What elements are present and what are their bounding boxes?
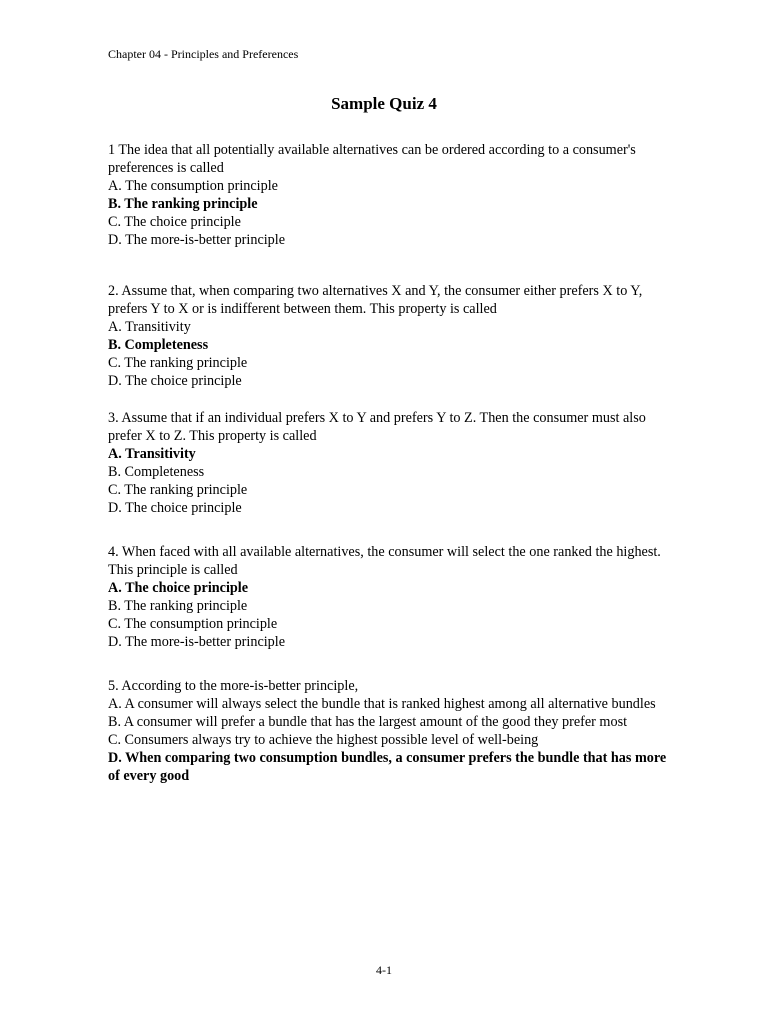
question-5 — [108, 677, 678, 785]
question-1-option-c: C. The choice principle — [108, 214, 241, 230]
question-5-option-b: B. A consumer will prefer a bundle that has the largest amount of the good they prefer most — [108, 714, 628, 730]
question-5-option-a: A. A consumer will always select the bundle that is ranked highest among all alternative bundles — [108, 696, 656, 712]
page-number: 4-1 — [376, 963, 392, 977]
page-title: Sample Quiz 4 — [331, 94, 437, 113]
question-1-option-a: A. The consumption principle — [108, 178, 278, 194]
question-5-stem: 5. According to the more-is-better principle, — [108, 678, 359, 694]
question-2 — [108, 282, 678, 390]
question-4-option-b: B. The ranking principle — [108, 598, 248, 614]
question-2-option-a: A. Transitivity — [108, 319, 191, 335]
question-5-option-d: D. When comparing two consumption bundles, a consumer prefers the bundle that has more of every good — [108, 750, 667, 784]
question-2-option-d: D. The choice principle — [108, 373, 242, 389]
question-1-stem: 1 The idea that all potentially available alternatives can be ordered according to a consumer's preferences is called — [108, 142, 636, 176]
question-2-option-c: C. The ranking principle — [108, 355, 248, 371]
question-3-option-d: D. The choice principle — [108, 500, 242, 516]
question-1-option-d: D. The more-is-better principle — [108, 232, 286, 248]
question-4-option-a: A. The choice principle — [108, 580, 249, 596]
question-1 — [108, 141, 678, 249]
question-3 — [108, 409, 678, 517]
question-1-option-b: B. The ranking principle — [108, 196, 258, 212]
question-5-option-c: C. Consumers always try to achieve the highest possible level of well-being — [108, 732, 539, 748]
question-3-option-b: B. Completeness — [108, 464, 205, 480]
question-4-option-c: C. The consumption principle — [108, 616, 278, 632]
question-4-stem: 4. When faced with all available alternatives, the consumer will select the one ranked the highest. This principle is called — [108, 544, 661, 578]
page-header: Chapter 04 - Principles and Preferences — [108, 47, 299, 61]
question-2-option-b: B. Completeness — [108, 337, 209, 353]
question-3-option-a: A. Transitivity — [108, 446, 196, 462]
question-3-option-c: C. The ranking principle — [108, 482, 248, 498]
question-4 — [108, 543, 678, 651]
question-4-option-d: D. The more-is-better principle — [108, 634, 286, 650]
question-3-stem: 3. Assume that if an individual prefers X to Y and prefers Y to Z. Then the consumer must also prefer X to Z. This property is called — [108, 410, 646, 444]
question-2-stem: 2. Assume that, when comparing two alternatives X and Y, the consumer either prefers X to Y, prefers Y to X or is indifferent between them. This property is called — [108, 283, 643, 317]
